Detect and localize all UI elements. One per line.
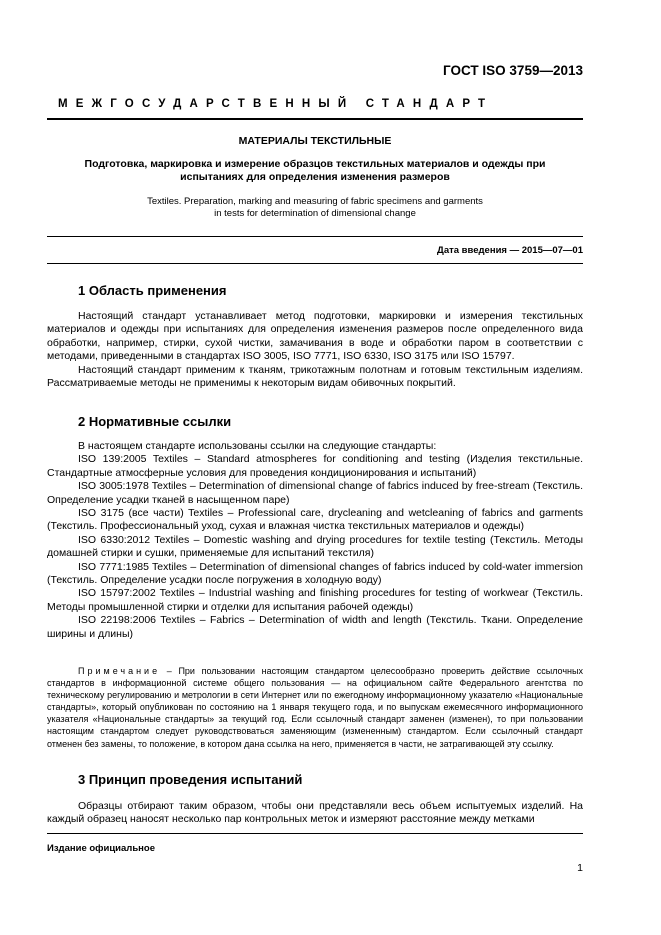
paragraph: В настоящем стандарте использованы ссылки на следующие стандарты: [78,440,437,452]
reference-item: ISO 7771:1985 Textiles – Determination of dimensional changes of fabrics induced by cold-water immersion (Текстиль. Определение усадки после погружения в холодную воду) [47,560,583,587]
reference-item: ISO 22198:2006 Textiles – Fabrics – Determination of width and length (Текстиль. Ткани. Определение ширины и длины) [47,614,583,640]
paragraph: Настоящий стандарт применим к тканям, трикотажным полотнам и готовым текстильным изделиям. Рассматриваемые методы не применимы к некоторым видам обивочных покрытий. [47,363,583,390]
subtitle-en-line-1: Textiles. Preparation, marking and measuring of fabric specimens and garments [147,196,483,207]
reference-item: ISO 3005:1978 Textiles – Determination of dimensional change of fabrics induced by free-stream (Текстиль. Определение усадки тканей в насыщенном паре) [47,480,583,506]
date-divider [47,263,583,264]
paragraph: Образцы отбирают таким образом, чтобы они представляли весь объем испытуемых изделий. На каждый образец наносят несколько пар контрольных меток и измеряют расстояние между метками [47,800,583,826]
note-text: – При пользовании настоящим стандартом целесообразно проверить действие ссылочных стандартов в информационной системе общего пользования — на официальном сайте Федерального агентства по техническому регулированию и метрологии в сети Интернет или по ежегодному информационному указателю «Национальные стандарты», который опубликован по состоянию на 1 января текущего года, и по выпускам ежемесячного информационного указателя «Национальные стандарты» за текущий год. Если ссылочный стандарт заменен (изменен), то при пользовании настоящим стандартом следует руководствоваться заменяющим (измененным) стандартом. Если ссылочный стандарт отменен без замены, то положение, в котором дана ссылка на него, применяется в части, не затрагивающей эту ссылку. [47,666,583,749]
title-divider [47,236,583,237]
reference-item: ISO 6330:2012 Textiles – Domestic washing and drying procedures for textile testing (Текстиль. Методы домашней стирки и сушки, применяемые для испытаний текстиля) [47,533,583,560]
footer-divider [47,833,583,834]
page-number: 1 [577,862,583,874]
section-2-note [47,665,583,750]
document-subtitle-ru: Подготовка, маркировка и измерение образцов текстильных материалов и одежды при испытаниях для определения изменения размеров [84,158,546,183]
reference-item: ISO 3175 (все части) Textiles – Professional care, drycleaning and wetcleaning of fabrics and garments (Текстиль. Профессиональный уход, сухая и влажная чистка текстильных материалов и одежды) [47,507,583,533]
header-rule [47,118,583,120]
document-title: МАТЕРИАЛЫ ТЕКСТИЛЬНЫЕ [238,135,392,147]
section-2-body [47,440,583,641]
note-label: Примечание [78,666,161,676]
standard-code: ГОСТ ISO 3759—2013 [443,63,583,78]
official-edition-label: Издание официальное [47,843,155,854]
document-subtitle-en [80,196,550,220]
interstate-standard-banner: МЕЖГОСУДАРСТВЕННЫЙ СТАНДАРТ [58,98,494,110]
section-1-heading: 1 Область применения [78,283,227,298]
section-3-heading: 3 Принцип проведения испытаний [78,772,303,787]
section-2-heading: 2 Нормативные ссылки [78,414,232,429]
paragraph: Настоящий стандарт устанавливает метод подготовки, маркировки и измерения текстильных материалов и одежды при испытаниях для определения изменения размеров после определенного вида обработки, например, стирки, сухой чистки, замачивания в воде и обработки паром в соответствии с методами, приведенными в стандартах ISO 3005, ISO 7771, ISO 6330, ISO 3175 или ISO 15797. [47,310,583,363]
subtitle-en-line-2: in tests for determination of dimensional change [214,208,416,219]
reference-item: ISO 15797:2002 Textiles – Industrial washing and finishing procedures for testing of workwear (Текстиль. Методы промышленной стирки и отделки для испытания рабочей одежды) [47,587,583,613]
section-1-body [47,310,583,390]
reference-item: ISO 139:2005 Textiles – Standard atmospheres for conditioning and testing (Изделия текстильные. Стандартные атмосферные условия для проведения кондиционирования и испытаний) [47,453,583,479]
section-3-body [47,800,583,827]
introduction-date: Дата введения — 2015—07—01 [437,245,583,256]
